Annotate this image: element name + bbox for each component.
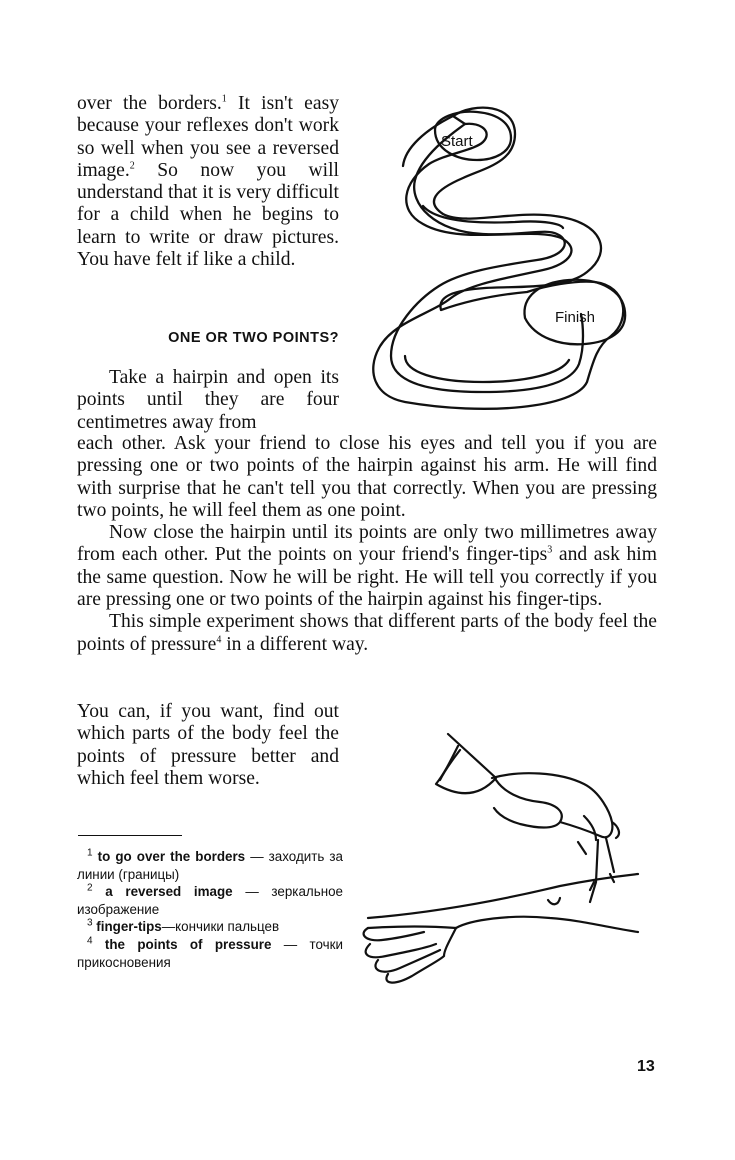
close-paragraph (77, 522, 657, 611)
cuff-shading (440, 750, 460, 780)
section-heading: ONE OR TWO POINTS? (168, 330, 339, 346)
maze-illustration (365, 100, 635, 425)
footnote-3-term: finger-tips (96, 919, 162, 935)
footnote-1-number: 1 (87, 847, 93, 859)
footnote-3-translation: кончики пальцев (175, 919, 280, 935)
footnote-2-translation: зеркальное изображение (77, 884, 343, 917)
close-text-2: and ask him the same question. Now he will be right. He will tell you correctly if you are pressing one or two points of the hairpin against his finger-tips. (77, 544, 657, 611)
footnotes (77, 848, 343, 971)
footnote-ref-1[interactable]: 1 (221, 93, 227, 105)
footnote-ref-3[interactable]: 3 (547, 544, 553, 556)
footnote-2-term: a reversed image (105, 884, 233, 900)
footnote-1-term: to go over the borders (97, 849, 246, 864)
footnote-divider (78, 835, 182, 836)
footnote-ref-4[interactable]: 4 (216, 634, 222, 646)
footnote-4-sep: — (271, 936, 310, 952)
maze-finish-label: Finish (555, 309, 596, 326)
experiment-paragraph (77, 611, 657, 656)
footnote-4-number: 4 (87, 935, 93, 947)
hand-hairpin-illustration (360, 722, 660, 992)
hairpin-text-narrow: Take a hairpin and open its points until they are four centimetres away from (77, 367, 339, 433)
footnote-2-sep: — (232, 884, 272, 900)
experiment-text-1: This simple experiment shows that different parts of the body feel the points of pressure (77, 611, 657, 655)
experiment-text-narrow: You can, if you want, find out which parts of the body feel the points of pressure better and which feel them worse. (77, 701, 339, 789)
hairpin-paragraph-start (77, 367, 339, 434)
experiment-text-2: in a different way. (221, 633, 369, 655)
footnote-4-term: the points of pressure (104, 936, 272, 952)
intro-text-1: over the borders. (77, 93, 222, 114)
close-text-1: Now close the hairpin until its points are only two millimetres away from each other. Put the points on your friend's finger-tips (77, 522, 657, 566)
footnote-4-translation: точки прикосновения (77, 936, 343, 970)
experiment-paragraph-end (77, 701, 339, 790)
footnote-2-number: 2 (87, 882, 93, 894)
footnote-3 (77, 918, 343, 936)
wide-text-block (77, 433, 657, 656)
page-number: 13 (637, 1058, 655, 1075)
intro-text-3: So now you will understand that it is very difficult for a child when he begins to learn to write or draw pictures. You have felt if like a child. (77, 159, 339, 271)
footnote-ref-2[interactable]: 2 (129, 160, 135, 172)
hairpin-text-wide: each other. Ask your friend to close his eyes and tell you if you are pressing one or two points of the hairpin against his arm. He will find with surprise that he can't tell you that correctly. When you are pressing two points, he will feel them as one point. (77, 433, 657, 521)
footnote-3-number: 3 (87, 917, 93, 929)
footnote-1-sep: — (245, 849, 269, 864)
footnote-3-sep: — (161, 919, 176, 935)
footnote-1-translation: заходить за линии (границы) (77, 849, 343, 882)
footnote-1 (77, 848, 343, 883)
footnote-2 (77, 883, 343, 918)
footnote-4 (77, 936, 343, 971)
intro-text-2: It isn't easy because your reflexes don't work so well when you see a reversed image. (77, 93, 339, 181)
intro-paragraph (77, 93, 339, 271)
maze-start-label: Start (441, 133, 473, 150)
